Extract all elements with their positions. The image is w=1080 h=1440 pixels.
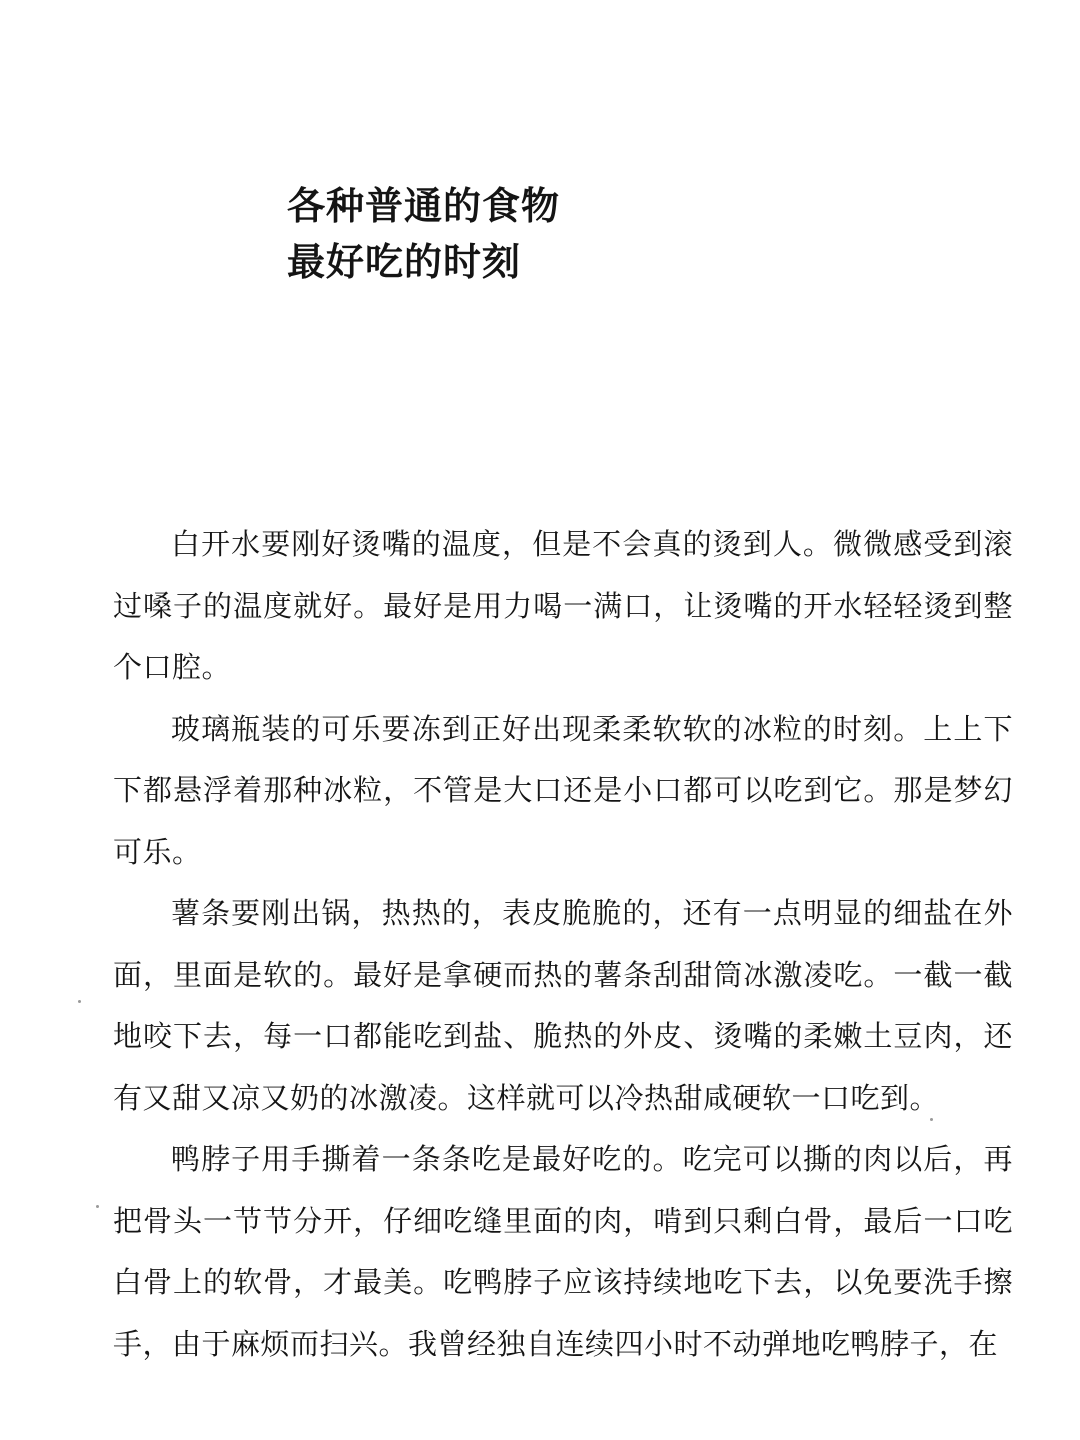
chapter-title-line-2: 最好吃的时刻 [287,239,522,284]
chapter-title [287,178,887,290]
scan-speck [96,1205,99,1208]
chapter-title-line-1: 各种普通的食物 [287,183,561,228]
body-text [113,514,1013,1375]
paragraph-fries: 薯条要刚出锅，热热的，表皮脆脆的，还有一点明显的细盐在外面，里面是软的。最好是拿硬而热的薯条刮甜筒冰激凌吃。一截一截地咬下去，每一口都能吃到盐、脆热的外皮、烫嘴的柔嫩土豆肉，还有又甜又凉又奶的冰激凌。这样就可以冷热甜咸硬软一口吃到。 [113,896,1013,1115]
paragraph-boiled-water: 白开水要刚好烫嘴的温度，但是不会真的烫到人。微微感受到滚过嗓子的温度就好。最好是用力喝一满口，让烫嘴的开水轻轻烫到整个口腔。 [113,527,1013,684]
paragraph-cola: 玻璃瓶装的可乐要冻到正好出现柔柔软软的冰粒的时刻。上上下下都悬浮着那种冰粒，不管是大口还是小口都可以吃到它。那是梦幻可乐。 [113,711,1013,869]
paragraph-duck-neck: 鸭脖子用手撕着一条条吃是最好吃的。吃完可以撕的肉以后，再把骨头一节节分开，仔细吃缝里面的肉，啃到只剩白骨，最后一口吃白骨上的软骨，才最美。吃鸭脖子应该持续地吃下去，以免要洗手擦手，由于麻烦而扫兴。我曾经独自连续四小时不动弹地吃鸭脖子，在 [113,1142,1013,1361]
scan-speck [78,1000,81,1003]
scan-speck [930,1118,933,1121]
